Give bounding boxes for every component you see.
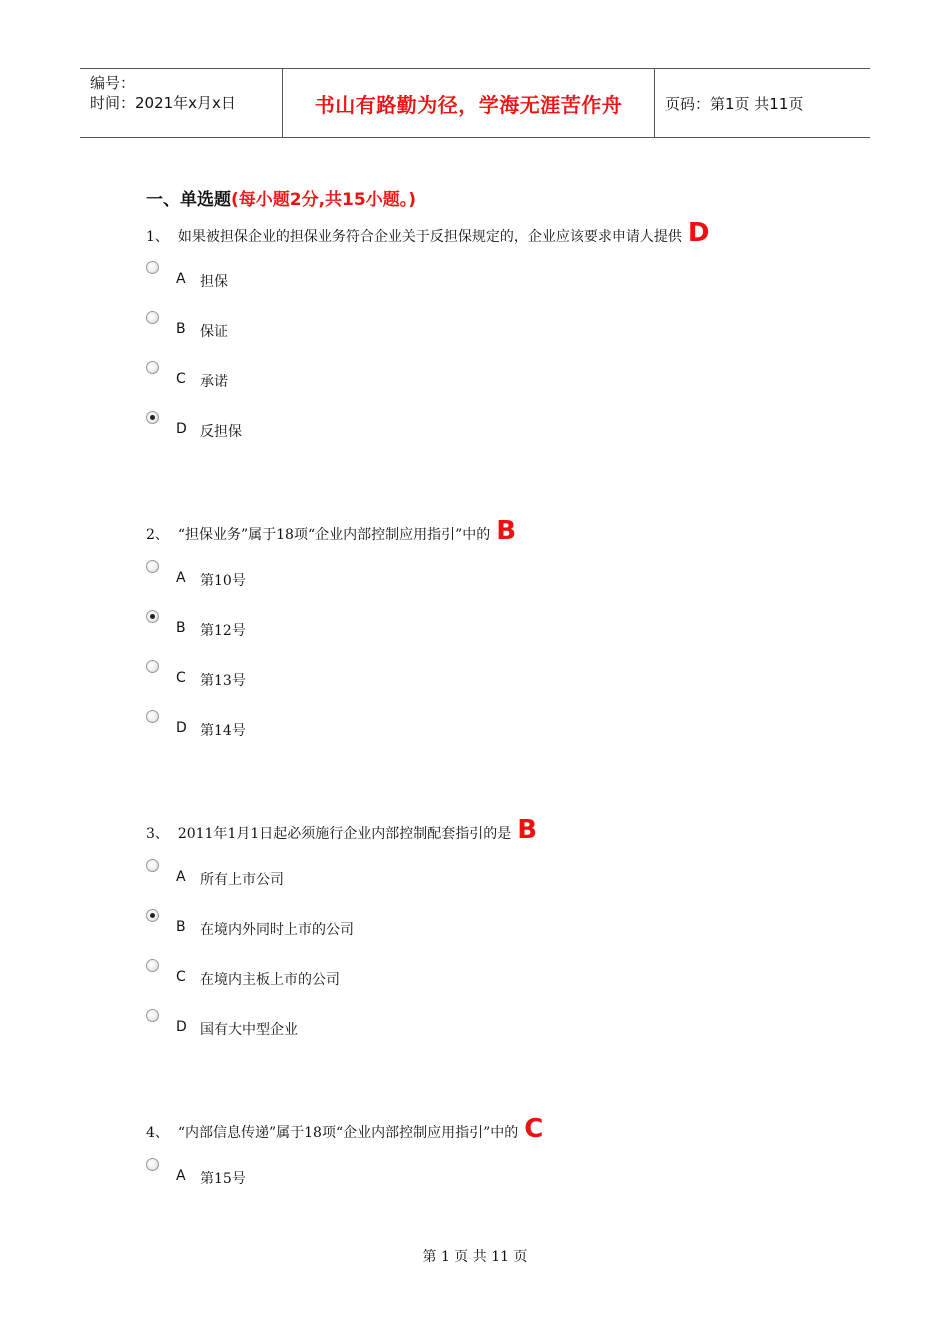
time-label: 时间：2021年x月x日 [90,94,236,112]
footer-page-number: 第 1 页 共 11 页 [422,1249,528,1265]
radio-button[interactable] [146,959,159,972]
question-4 [146,1116,786,1208]
question-stem [146,220,786,250]
answer-mark: D [687,218,710,248]
radio-button-selected[interactable] [146,909,159,922]
radio-button[interactable] [146,311,159,324]
option-text: 担保 [200,274,228,290]
option-d[interactable] [146,411,786,461]
option-text: 承诺 [200,374,228,390]
option-a[interactable] [146,859,786,909]
question-stem [146,518,786,548]
option-letter: A [176,1168,186,1184]
radio-button[interactable] [146,660,159,673]
header-page-info: 页码：第1页 共11页 [665,94,804,113]
question-stem [146,817,786,847]
radio-button[interactable] [146,261,159,274]
question-2 [146,518,786,760]
option-c[interactable] [146,660,786,710]
option-text: 国有大中型企业 [200,1022,298,1038]
question-text: “内部信息传递”属于18项“企业内部控制应用指引”中的 [177,1125,519,1141]
option-b[interactable] [146,311,786,361]
option-letter: D [176,1019,187,1035]
section-title [146,185,416,210]
option-text: 第15号 [200,1171,246,1187]
option-text: 第13号 [200,673,246,689]
option-text: 第14号 [200,723,246,739]
radio-button-selected[interactable] [146,610,159,623]
radio-button[interactable] [146,361,159,374]
number-label: 编号： [90,74,136,92]
option-letter: C [176,371,186,387]
section-subtitle: (每小题2分,共15小题。) [231,190,416,210]
option-text: 第12号 [200,623,246,639]
question-number: 1、 [146,229,169,245]
section-title-text: 一、单选题 [146,190,231,210]
radio-button[interactable] [146,859,159,872]
option-text: 反担保 [200,424,242,440]
option-a[interactable] [146,261,786,311]
option-letter: B [176,321,186,337]
option-letter: B [176,919,186,935]
option-text: 第10号 [200,573,246,589]
option-letter: B [176,620,186,636]
answer-mark: C [524,1114,544,1144]
option-a[interactable] [146,560,786,610]
page-footer [0,1246,950,1266]
option-b[interactable] [146,909,786,959]
radio-button[interactable] [146,560,159,573]
question-number: 3、 [146,826,169,842]
question-3 [146,817,786,1059]
option-d[interactable] [146,1009,786,1059]
option-letter: A [176,869,186,885]
radio-button[interactable] [146,1158,159,1171]
question-stem [146,1116,786,1146]
header-meta [80,69,282,137]
question-text: 2011年1月1日起必须施行企业内部控制配套指引的是 [177,826,512,842]
question-number: 2、 [146,527,169,543]
answer-mark: B [496,516,517,546]
option-letter: A [176,271,186,287]
radio-button[interactable] [146,1009,159,1022]
question-text: 如果被担保企业的担保业务符合企业关于反担保规定的，企业应该要求申请人提供 [177,229,682,245]
option-letter: D [176,720,187,736]
header-motto-cell [282,69,655,137]
question-1 [146,220,786,461]
option-a[interactable] [146,1158,786,1208]
document-header [80,68,870,138]
option-letter: C [176,969,186,985]
option-c[interactable] [146,959,786,1009]
radio-button-selected[interactable] [146,411,159,424]
header-motto: 书山有路勤为径，学海无涯苦作舟 [314,92,623,117]
option-text: 保证 [200,324,228,340]
option-letter: A [176,570,186,586]
option-letter: D [176,421,187,437]
answer-mark: B [517,815,538,845]
option-letter: C [176,670,186,686]
header-page-cell [655,69,870,137]
option-d[interactable] [146,710,786,760]
option-c[interactable] [146,361,786,411]
option-text: 在境内主板上市的公司 [200,972,340,988]
option-text: 在境内外同时上市的公司 [200,922,354,938]
question-text: “担保业务”属于18项“企业内部控制应用指引”中的 [177,527,491,543]
option-b[interactable] [146,610,786,660]
radio-button[interactable] [146,710,159,723]
option-text: 所有上市公司 [200,872,284,888]
question-number: 4、 [146,1125,169,1141]
